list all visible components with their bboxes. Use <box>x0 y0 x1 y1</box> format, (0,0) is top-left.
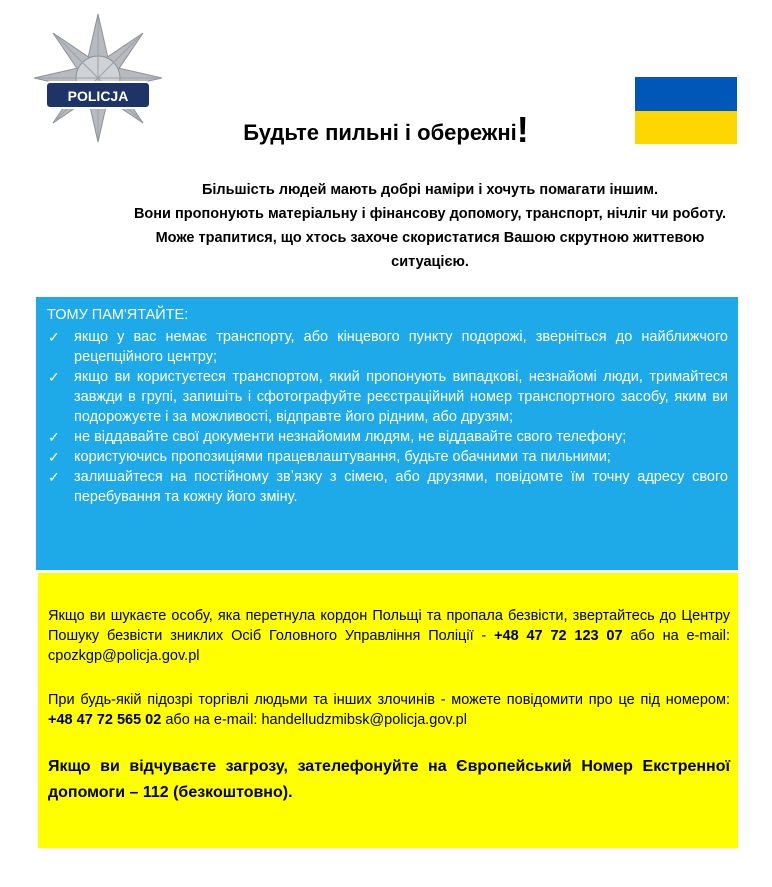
missing-persons-or-email: або на e-mail: <box>622 628 730 644</box>
flag-blue-stripe <box>635 77 737 111</box>
trafficking-phone: +48 47 72 565 02 <box>48 712 162 728</box>
checkmark-icon: ✓ <box>48 369 60 385</box>
intro-line: Вони пропонують матеріальну і фінансову допомогу, транспорт, нічліг чи роботу. <box>133 206 727 222</box>
checkmark-icon: ✓ <box>48 329 60 345</box>
trafficking-or-email: або на e-mail: <box>161 712 262 728</box>
trafficking-text: При будь-якій підозрі торгівлі людьми та інших злочинів - можете повідомити про це під номером: <box>48 692 730 708</box>
list-item <box>46 367 728 427</box>
remember-heading-text: ТОМУ ПАМ'ЯТАЙТЕ <box>47 307 185 323</box>
checkmark-icon: ✓ <box>48 449 60 465</box>
remember-panel <box>36 297 738 570</box>
title-text: Будьте пильні і обережні <box>243 120 517 145</box>
list-item <box>46 327 728 367</box>
remember-heading-colon: : <box>184 307 189 323</box>
list-item-text: якщо у вас немає транспорту, або кінцевого пункту подорожі, зверніться до найближчого рецепційного центру; <box>74 329 728 365</box>
trafficking-paragraph <box>48 690 730 730</box>
list-item-text: користуючись пропозиціями працевлаштування, будьте обачними та пильними; <box>74 449 611 465</box>
checkmark-icon: ✓ <box>48 469 60 485</box>
title-exclamation: ! <box>516 109 529 150</box>
list-item-text: не віддавайте свої документи незнайомим людям, не віддавайте свого телефону; <box>74 429 627 445</box>
trafficking-email: handelludzmibsk@policja.gov.pl <box>261 712 467 728</box>
list-item <box>46 467 728 507</box>
missing-persons-phone: +48 47 72 123 07 <box>494 628 623 644</box>
intro-paragraph <box>90 178 770 274</box>
emergency-paragraph: Якщо ви відчуваєте загрозу, зателефонуйте на Європейський Номер Екстренної допомоги – 112 (безкоштовно). <box>48 758 730 801</box>
list-item <box>46 427 728 447</box>
checkmark-icon: ✓ <box>48 429 60 445</box>
contact-panel <box>38 573 738 848</box>
intro-line: Більшість людей мають добрі наміри і хочуть помагати іншим. <box>201 182 659 198</box>
remember-list <box>46 327 728 507</box>
list-item <box>46 447 728 467</box>
page-title <box>0 110 772 153</box>
intro-line: ситуацією. <box>391 254 469 270</box>
missing-persons-paragraph <box>48 606 730 666</box>
list-item-text: залишайтеся на постійному звʼязку з сімею, або друзями, повідомте їм точну адресу свого перебування та кожну його зміну. <box>74 469 728 505</box>
missing-persons-email: cpozkgp@policja.gov.pl <box>48 648 200 664</box>
intro-line: Може трапитися, що хтось захоче скористатися Вашою скрутною життевою <box>155 230 705 246</box>
list-item-text: якщо ви користуєтеся транспортом, який пропонують випадкові, незнайомі люди, тримайтеся завжди в групі, запишіть і сфотографуйте реєстраційний номер транспортного засобу, яким ви подорожуєте і за можливості, відправте його рідним, або друзям; <box>74 369 728 425</box>
missing-persons-text: Якщо ви шукаєте особу, яка перетнула кордон Польщі та пропала безвісти, звертайтесь до Центру Пошуку безвісти зниклих Осіб Головного Управління Поліції - <box>48 608 730 644</box>
remember-heading <box>47 305 188 325</box>
logo-text: POLICJA <box>67 88 129 104</box>
